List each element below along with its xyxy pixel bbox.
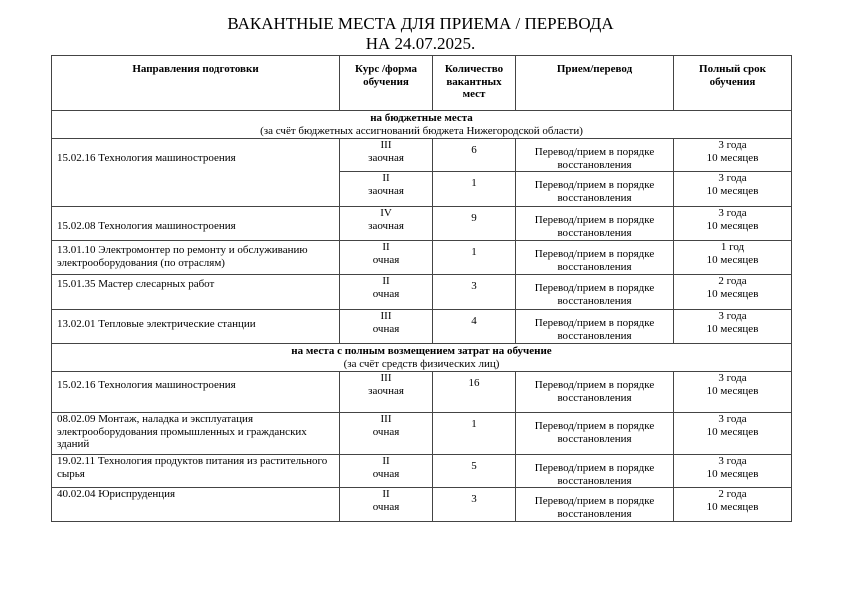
row-duration: 3 года 10 месяцев xyxy=(674,207,792,241)
row-direction: 13.01.10 Электромонтер по ремонту и обслуживанию электрооборудования (по отраслям) xyxy=(52,241,340,275)
row-count: 5 xyxy=(433,455,516,488)
row-count: 3 xyxy=(433,275,516,310)
row-course-form: III очная xyxy=(340,413,433,455)
row-duration: 3 года 10 месяцев xyxy=(674,372,792,413)
row-course-form: II очная xyxy=(340,241,433,275)
header-direction: Направления подготовки xyxy=(52,56,340,111)
row-direction: 08.02.09 Монтаж, наладка и эксплуатация электрооборудования промышленных и гражданских зданий xyxy=(52,413,340,455)
row-admission: Перевод/прием в порядке восстановления xyxy=(516,488,674,522)
row-course-form: IV заочная xyxy=(340,207,433,241)
row-course-form: III очная xyxy=(340,310,433,344)
row-direction: 15.02.16 Технология машиностроения xyxy=(52,372,340,413)
row-course-form: III заочная xyxy=(340,372,433,413)
table-row xyxy=(52,488,792,522)
row-duration: 2 года 10 месяцев xyxy=(674,275,792,310)
table-row xyxy=(52,310,792,344)
row-course-form: II очная xyxy=(340,455,433,488)
document-title: ВАКАНТНЫЕ МЕСТА ДЛЯ ПРИЕМА / ПЕРЕВОДА xyxy=(227,14,614,33)
section-paid-title: на места с полным возмещением затрат на обучение xyxy=(291,345,552,357)
vacancies-table xyxy=(51,55,792,522)
row-admission: Перевод/прием в порядке восстановления xyxy=(516,241,674,275)
row-admission: Перевод/прием в порядке восстановления xyxy=(516,413,674,455)
table-row xyxy=(52,372,792,413)
row-duration: 3 года 10 месяцев xyxy=(674,455,792,488)
row-duration: 1 год 10 месяцев xyxy=(674,241,792,275)
row-direction: 19.02.11 Технология продуктов питания из растительного сырья xyxy=(52,455,340,488)
table-row xyxy=(52,413,792,455)
row-duration: 3 года 10 месяцев xyxy=(674,172,792,207)
row-count: 1 xyxy=(433,172,516,207)
section-budget-title: на бюджетные места xyxy=(370,112,473,124)
row-duration: 2 года 10 месяцев xyxy=(674,488,792,522)
row-count: 3 xyxy=(433,488,516,522)
table-row xyxy=(52,455,792,488)
table-header-row xyxy=(52,56,792,111)
row-admission: Перевод/прием в порядке восстановления xyxy=(516,455,674,488)
table-row xyxy=(52,275,792,310)
row-count: 1 xyxy=(433,413,516,455)
section-paid-subtitle: (за счёт средств физических лиц) xyxy=(343,357,500,370)
section-budget-row xyxy=(52,111,792,139)
row-duration: 3 года 10 месяцев xyxy=(674,413,792,455)
row-course-form: II очная xyxy=(340,275,433,310)
row-direction: 15.02.08 Технология машиностроения xyxy=(52,207,340,241)
row-admission: Перевод/прием в порядке восстановления xyxy=(516,172,674,207)
row-admission: Перевод/прием в порядке восстановления xyxy=(516,310,674,344)
row-admission: Перевод/прием в порядке восстановления xyxy=(516,372,674,413)
row-count: 6 xyxy=(433,139,516,172)
row-admission: Перевод/прием в порядке восстановления xyxy=(516,275,674,310)
document-date: НА 24.07.2025. xyxy=(365,34,476,53)
table-row xyxy=(52,207,792,241)
header-count: Количество вакантных мест xyxy=(433,56,516,111)
row-course-form: III заочная xyxy=(340,139,433,172)
row-direction: 15.02.16 Технология машиностроения xyxy=(52,139,340,207)
header-admission: Прием/перевод xyxy=(516,56,674,111)
row-duration: 3 года 10 месяцев xyxy=(674,310,792,344)
section-paid-row xyxy=(52,344,792,372)
table-row xyxy=(52,241,792,275)
table-row xyxy=(52,139,792,172)
row-count: 1 xyxy=(433,241,516,275)
row-count: 4 xyxy=(433,310,516,344)
row-direction: 40.02.04 Юриспруденция xyxy=(52,488,340,522)
row-duration: 3 года 10 месяцев xyxy=(674,139,792,172)
header-duration: Полный срок обучения xyxy=(674,56,792,111)
row-count: 16 xyxy=(433,372,516,413)
row-course-form: II заочная xyxy=(340,172,433,207)
row-direction: 13.02.01 Тепловые электрические станции xyxy=(52,310,340,344)
row-admission: Перевод/прием в порядке восстановления xyxy=(516,139,674,172)
header-course-form: Курс /форма обучения xyxy=(340,56,433,111)
section-budget-subtitle: (за счёт бюджетных ассигнований бюджета Нижегородской области) xyxy=(260,124,583,137)
row-count: 9 xyxy=(433,207,516,241)
row-course-form: II очная xyxy=(340,488,433,522)
row-admission: Перевод/прием в порядке восстановления xyxy=(516,207,674,241)
row-direction: 15.01.35 Мастер слесарных работ xyxy=(52,275,340,310)
